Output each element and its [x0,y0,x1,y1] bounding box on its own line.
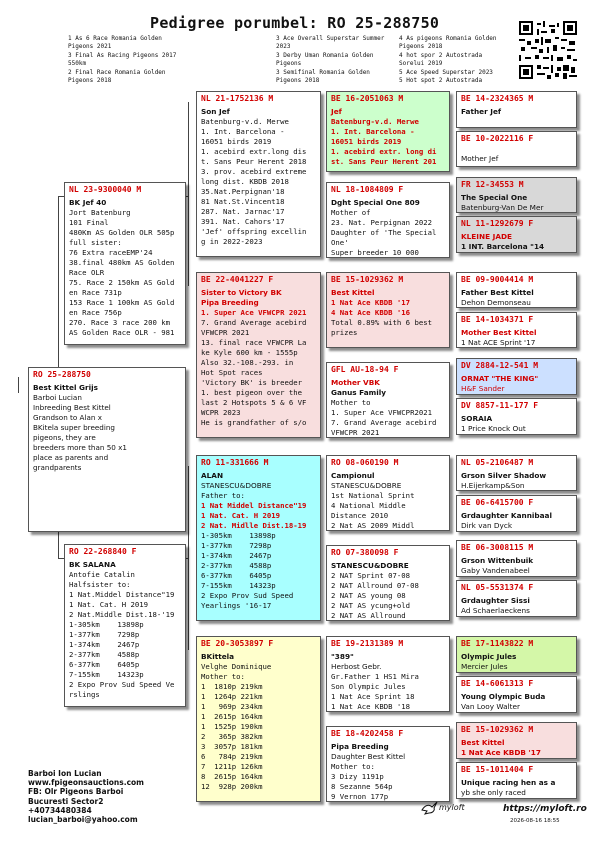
website-link[interactable]: www.fpigeonsauctions.com [28,778,144,788]
pigeon-card-gen5-14[interactable]: BE 14-6061313 F Young Olympic Buda Van Looy Walter [456,676,577,713]
pigeon-card-fmm[interactable]: GFL AU-18-94 F Mother VBK Ganus Family Mother to 1. Super Ace VFWCPR2021 7. Grand Average acebird VFWCPR 2021 [326,362,450,438]
pigeon-card-gen5-8[interactable]: DV 8857-11-177 F SORAIA 1 Price Knock Out [456,398,577,435]
pigeon-card-mother-mother[interactable]: BE 20-3053897 F BKittela Velghe Dominique Mother to: 1 1810p 219km 1 1264p 221km 1 969p 234km 1 2615p 164km 1 1525p 190km 2 365p 382km 3 3057p 181km 6 784p 219km 7 1211p 126km 8 2615p 164km 12 928p 200km [196,636,321,802]
pigeon-card-gen5-1[interactable]: BE 14-2324365 M Father Jef [456,91,577,128]
achievement-4: 3 Final As Racing Pigeons 2017 550km [68,52,177,67]
myloft-link[interactable]: https://myloft.ro [503,804,587,814]
achievement-1: 1 As 6 Race Romania Golden Pigeons 2021 [68,35,162,50]
connector-line [188,102,189,286]
page-title: Pedigree porumbel: RO 25-288750 [150,14,440,32]
pigeon-card-mmm[interactable]: BE 18-4202458 F Pipa Breeding Daughter Best Kittel Mother to: 3 Dizy 1191p 8 Sezanne 564p 9 Vernon 177p [326,726,450,802]
owner-contact: Barboi Ion Lucian www.fpigeonsauctions.com FB: Olr Pigeons Barboi Bucuresti Sector2 +40734480384 lucian_barboi@yahoo.com [28,769,144,825]
achievement-5: 3 Derby Uman Romania Golden Pigeons [276,52,374,67]
pigeon-card-gen5-2[interactable]: BE 10-2022116 F Mother Jef [456,131,577,167]
pigeon-card-father-father[interactable]: NL 21-1752136 M Son Jef Batenburg-v.d. Merwe 1. Int. Barcelona - 16051 birds 2019 1. acebird extr.long dis t. Sans Peur Herent 2018 3. prov. acebird extreme long dist. KBDB 2018 35.Nat.Perpignan'18 81 Nat.St.Vincent18 287. Nat. Jarnac'17 391. Nat. Cahors'17 'Jef' offspring excellin g in 2022-2023 [196,91,321,257]
pigeon-card-gen5-5[interactable]: BE 09-9004414 M Father Best Kittel Dehon Demonseau [456,272,577,308]
pigeon-logo-icon [421,801,439,815]
pigeon-card-mmf[interactable]: BE 19-2131389 M "389" Herbost Gebr. Gr.Father 1 HS1 Mira Son Olympic Jules 1 Nat Ace Sprint 18 1 Nat Ace KBDB '18 [326,636,450,712]
connector-line [18,377,19,393]
myloft-logo: myloft [439,803,465,812]
pigeon-card-gen5-7[interactable]: DV 2884-12-541 M ORNAT "THE KING" H&F Sander [456,358,577,395]
pigeon-card-gen5-11[interactable]: BE 06-3008115 M Grson Wittenbuik Gaby Vandenabeel [456,540,577,577]
pigeon-card-gen5-10[interactable]: BE 06-6415700 F Grdaughter Kannibaal Dirk van Dyck [456,495,577,532]
pigeon-card-gen5-16[interactable]: BE 15-1011404 F Unique racing hen as a yb she only raced [456,762,577,799]
pigeon-card-gen5-12[interactable]: NL 05-5531374 F Grdaughter Sissi Ad Schaerlaeckens [456,580,577,617]
pigeon-card-gen5-9[interactable]: NL 05-2106487 M Grson Silver Shadow H.Eijerkamp&Son [456,455,577,491]
achievement-9: 5 Ace Speed Superstar 2023 5 Hot spot 2 Autostrada [399,69,493,84]
pigeon-card-gen5-3[interactable]: FR 12-34553 M The Special One Batenburg-Van De Mer [456,177,577,213]
pigeon-card-subject[interactable]: RO 25-288750 Best Kittel Grijs Barboi Lucian Inbreeding Best Kittel Grandson to Alan x BKitela super breeding pigeons, they are breeders more than 50 x1 place as parents and grandparents [28,367,186,532]
pigeon-notes: Barboi Lucian Inbreeding Best Kittel Grandson to Alan x BKitela super breeding pigeons, they are breeders more than 50 x1 place as parents and grandparents [33,393,127,472]
connector-line [188,466,189,650]
achievement-2: 3 Ace Overall Superstar Summer 2023 [276,35,385,50]
pigeon-card-father[interactable]: NL 23-9300040 M BK Jef 40 Jort Batenburg 101 Final 480Km AS Golden OLR 505p full sister: 76 Extra raceEMP'24 38.final 480km AS Golden Race OLR 75. Race 2 150km AS Gold en Race 731p 153 Race 1 100km AS Gold en Race 756p 270. Race 3 race 200 km AS Golden Race OLR - 981 [64,182,186,345]
achievement-3: 4 As pigeons Romania Golden Pigeons 2018 [399,35,497,50]
pigeon-card-fmf[interactable]: BE 15-1029362 M Best Kittel 1 Nat Ace KBDB '17 4 Nat Ace KBDB '16 Total 0.89% with 6 best prizes [326,272,450,348]
qr-code-icon [519,21,577,79]
achievement-8: 3 Semifinal Romania Golden Pigeons 2018 [276,69,370,84]
pigeon-card-gen5-6[interactable]: BE 14-1034371 F Mother Best Kittel 1 Nat ACE Sprint '17 [456,312,577,348]
pigeon-card-mother[interactable]: RO 22-268840 F BK SALANA Antofie Catalin Halfsister to: 1 Nat.Middel Distance"19 1 Nat. Cat. H 2019 2 Nat.Middle Dist.18-'19 1-305km 13898p 1-377km 7298p 1-374km 2467p 2-377km 4588p 6-377km 6405p 7-155km 14323p 2 Expo Prov Sud Speed Ve rslings [64,544,186,707]
achievement-6: 4 hot spor 2 Autostrada Sorelui 2019 [399,52,483,67]
print-date: 2026-08-16 18:55 [510,818,560,824]
pigeon-card-mff[interactable]: RO 08-060190 M Campionul STANESCU&DOBRE 1st National Sprint 4 National Middle Distance 2010 2 Nat AS 2009 Middl [326,455,450,531]
pigeon-card-mother-father[interactable]: RO 11-331666 M ALAN STANESCU&DOBRE Father to: 1 Nat Middel Distance"19 1 Nat. Cat. H 2019 2 Nat. Midlle Dist.18-19 1-305km 13898p 1-377km 7298p 1-374km 2467p 2-377km 4588p 6-377km 6405p 7-155km 14323p 2 Expo Prov Sud Speed Yearlings '16-17 [196,455,321,621]
pigeon-card-mfm[interactable]: RO 07-380098 F STANESCU&DOBRE 2 NAT Sprint 07-08 2 NAT Allround 07-08 2 NAT AS young 08 2 NAT AS ycung+old 2 NAT AS Allround [326,545,450,621]
pigeon-card-gen5-13[interactable]: BE 17-1143822 M Olympic Jules Mercier Jules [456,636,577,673]
pigeon-card-fff[interactable]: BE 16-2051063 M Jef Batenburg-v.d. Merwe 1. Int. Barcelona - 16051 birds 2019 1. acebird extr. long di st. Sans Peur Herent 201 [326,91,450,172]
pigeon-card-gen5-15[interactable]: BE 15-1029362 M Best Kittel 1 Nat Ace KBDB '17 [456,722,577,759]
pigeon-card-ffm[interactable]: NL 18-1084809 F Dght Special One 809 Mother of 23. Nat. Perpignan 2022 Daughter of 'The Special One' Super breeder 10 000 [326,182,450,258]
pigeon-card-father-mother[interactable]: BE 22-4041227 F Sister to Victory BK Pipa Breeding 1. Super Ace VFWCPR 2021 7. Grand Average acebird VFWCPR 2021 13. final race VFWCPR La ke Kyle 600 km - 1555p Also 32.-108.-293. in Hot Spot races 'Victory BK' is breeder 1. best pigeon over the last 2 Hotspots 5 & 6 VF WCPR 2023 He is grandfather of s/o [196,272,321,438]
pigeon-card-gen5-4[interactable]: NL 11-1292679 F KLEINE JADE 1 INT. Barcelona "14 [456,216,577,253]
email-link[interactable]: lucian_barboi@yahoo.com [28,815,138,825]
achievement-7: 2 Final Race Romania Golden Pigeons 2018 [68,69,166,84]
